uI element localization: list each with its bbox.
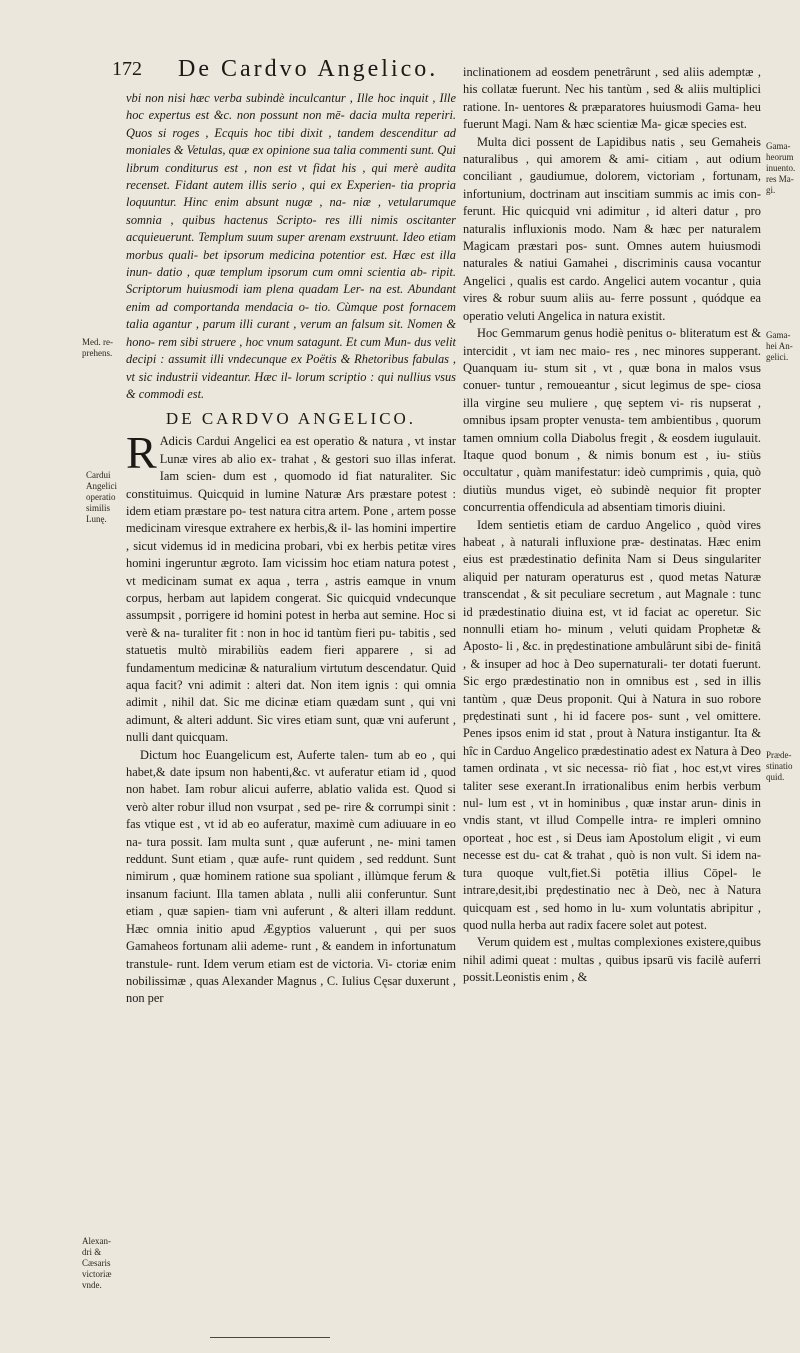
margin-note-line: gelici.: [766, 352, 789, 362]
margin-note-line: heorum: [766, 152, 794, 162]
margin-note-line: stinatio: [766, 761, 793, 771]
margin-note-cardui: [86, 470, 117, 525]
margin-note-med-reprehens: [82, 337, 113, 359]
drop-cap: R: [126, 427, 157, 479]
right-paragraph-4: Idem sentietis etiam de carduo Angelico , quòd vires habeat , à naturali influxione præ- destinatas. Hæc enim eius est prædestinatio definita Nam si Deus singulariter aliquid per naturam operaturus est , quod metas Naturæ transcendat , & sit peculiare secretum , aut Magnale : tunc id prædestinatio diuina est, vt id faciat ac operetur. Sic nonnulli etiam ho- minum , veluti quidam Prophetæ & Aposto- li , &c. in prędestinatione ambulârunt sibi de- finitâ , & insuper ad hoc à Deo supernaturali- ter dotati fuerunt. Sic ergo prædestinatio non in omnibus est , sed in illis tantùm , quæ Deus proponit. Qui à Natura in suo robore prędestinati sunt , hi id facere pos- sunt , vel omittere. Penes ipsos enim id stat , prout à Natura instigantur. Ita & hîc in Carduo Angelico prædestinatio adest ex Natura à Deo tamen ordinata , vt sic necessa- riò fiat , hoc est,vt vires taliter sese exerant.In irrationalibus enim herbis verbum nul- lum est , vt in hominibus , quæ instar arun- dinis in vndis stant, vt illud Compelle intra- re impleri omnino oporteat , hoc est , si Deus iam Apostolum eligit , vi eum necesse est du- cat & trahat , quò is non vult. Si idem na- tura quoque vult,fiet.Si potētia illius Cōpel- le intrare,desit,ibi prędestinatio nec à Deò, nec à Natura quicquam est , sed homo in lu- xum voluntatis abripitur , quod nulla herba aut radix facere solet aut potest.: [463, 517, 761, 932]
margin-note-line: Præde-: [766, 750, 792, 760]
right-paragraph-1: inclinationem ad eosdem penetrârunt , sed aliis ademptæ , his collatæ fuerunt. Nec his tantùm , sed & aliis multiplici ratione. In- uentores & præparatores huiusmodi Gama- heu fuerunt Magi. Nam & hæc scientiæ Ma- gicæ species est.: [463, 65, 761, 132]
section-paragraph-2: Dictum hoc Euangelicum est, Auferte talen- tum ab eo , qui habet,& date ipsum non habenti,&c. vt auferatur etiam id , quod non habet. Iam robur alicui auferre, ablatio valida est. Quod si verò alter robur illud non vsurpat , sed pe- rire & corrumpi sinit : fas vtique est , vt id ab eo auferatur, maximè cum adiuuare in eo na- tura possit. Iam multa sunt , quæ auferunt , ne- mini tamen reddunt. Sunt etiam , quæ aufe- runt quidem , sed reddunt. Sunt nimirum , quæ hominem ratione sua spoliant , illùmque ferum & insanum faciunt. Illa tamen ablata , nulli alii conferuntur. Sunt etiam , quæ sapien- tiam vni auferunt , & alteri illam reddunt. Hæc omnia initio apud Ægyptios valuerunt , qui per suos Gamaheos fortunam alii ademe- runt , & eandem in infortunatum transtule- runt. Idem verum etiam est de victoria. Vi- ctoriæ enim nobilissimæ , quas Alexander Magnus , C. Iulius Cęsar duxerunt , non per: [126, 747, 456, 1006]
margin-note-line: inuento.: [766, 163, 796, 173]
margin-note-line: quid.: [766, 772, 785, 782]
right-paragraph-5: Verum quidem est , multas complexiones existere,quibus nihil adimi queat : multas , quibus ipsarū vis facilè auferri possit.Leonistis enim , &: [463, 935, 761, 985]
page-number: 172: [112, 58, 142, 80]
intro-paragraph: vbi non nisi hæc verba subindè inculcantur , Ille hoc inquit , Ille hoc expertus est &c. non possunt non mē- dacia multa reperiri. Quos si roges , Ecquis hoc tibi dixit , tandem descenditur ad moniales & Vetulas, quæ ex opinione sua talia commenti sunt. Qui librum conditurus est , non est vt fidat his , qui merè audita recenset. Fidant autem illis serio , qui ex Experien- tia propria loquuntur. Hinc enim absunt nugæ , na- niæ , vetularumque somnia , quibus hactenus Scripto- res illi nimis oscitanter acquieuerunt. Templum suum super arenam exstruunt. Ideo etiam morbus quali- bet ipsorum medicina potentior est. Hæc est illa inun- datio , quæ templum ipsorum cum omni scientia ab- ripit. Scriptorum huiusmodi iam plena quadam Ler- na est. Abundant enim ad comportanda mendacia o- tio. Cùmque post fornacem talia agantur , parum illi curant , verum an falsum sit. Nomen & hono- rem sibi struere , hoc vnum satagunt. Et cum Mun- dus velit decipi : assumit illi vndecunque ex Poëtis & Rhetoribus fabulas , vt sic industrii videantur. Hæc il- lorum scriptio : qui nullius vsus & commodi est.: [126, 91, 456, 401]
margin-note-gamaheorum: [766, 141, 795, 196]
margin-note-line: prehens.: [82, 348, 113, 358]
section-heading: DE CARDVO ANGELICO.: [165, 409, 417, 429]
margin-note-line: Angelici: [86, 481, 117, 491]
margin-note-line: victoriæ: [82, 1269, 112, 1279]
margin-note-alexandri: [82, 1236, 112, 1291]
margin-note-line: Med. re-: [82, 337, 113, 347]
margin-note-praedestinatio: [766, 750, 793, 783]
right-paragraph-3: Hoc Gemmarum genus hodiè penitus o- bliteratum est & intercidit , vt iam nec maio- res , nec minores supperant. Quanquam iu- stum sit , vt , quæ bona in malos vsus conuer- tuntur , remoueantur , sicut legimus de spe- ciosa illa virgine seu muliere , quę septem vi- ris nupserat , omnibus ipsam propter venusta- tem ambientibus , quorum tamen omnium colla Diabolus fregit , & eosdem iugulauit. Itaque quod bonum , & nimis bonum est , iu- stiùs occultatur , quàm manifestatur: ideò cumprimis , quia, quò diutiùs mundus viget, eò subindè nequior fit propter concurrentia offendicula ad absentiam timoris diuini.: [463, 326, 761, 515]
margin-note-line: Gama-: [766, 330, 791, 340]
margin-note-line: Cæsaris: [82, 1258, 111, 1268]
margin-note-line: operatio: [86, 492, 116, 502]
margin-note-line: dri &: [82, 1247, 102, 1257]
margin-note-line: gi.: [766, 185, 776, 195]
footer-rule: [210, 1337, 330, 1338]
margin-note-line: Lunę.: [86, 514, 107, 524]
margin-note-line: similis: [86, 503, 111, 513]
margin-note-line: Gama-: [766, 141, 791, 151]
margin-note-line: Alexan-: [82, 1236, 111, 1246]
margin-note-gamahei: [766, 330, 793, 363]
margin-note-line: vnde.: [82, 1280, 102, 1290]
right-column: [463, 64, 761, 987]
left-column: [126, 90, 456, 1008]
margin-note-line: Cardui: [86, 470, 111, 480]
right-paragraph-2: Multa dici possent de Lapidibus natis , seu Gemaheis naturalibus , qui amorem & ami- citiam , aut odium conciliant , gaudiumue, dolorem, victoriam , fortunam, infortunium, doctrinam aut inscitiam summis ac imis con- ferunt. Hic quicquid vni adimitur , id alteri datur , pro naturalis influxionis modo. Nam & hæc per naturalem Magicam præstari pos- sunt. Omnes autem huiusmodi naturales & natiui Gamahei , discriminis causa vocantur Angelici , qualis est cardo. Angelici autem vocantur , quia vires & robur suum aliis au- ferre possunt , quódque ea operatio veluti Angelica in natura existit.: [463, 134, 761, 323]
section-paragraph-1: [126, 427, 456, 746]
running-title: De Cardvo Angelico.: [178, 56, 439, 82]
margin-note-line: res Ma-: [766, 174, 794, 184]
section-paragraph-1-text: Adicis Cardui Angelici ea est operatio & natura , vt instar Lunæ vires ab alio ex- trahat , & gestori suo illas inferat. Iam scien- dum est , quomodo id fiat naturaliter. Sic constituimus. Quicquid in lumine Naturæ Ars præstare potest : idem etiam præstare po- test natura citra artem. Pone , artem posse medicinam viresque extrahere ex herbis,& il- las homini impertire , sicut videmus id in medicina probari, vbi ex herbis petitæ vires homini ingeruntur ægroto. Iam vicissim hoc etiam natura potest , vt medicinam sumat ex aqua , terra , astris eamque in vnum corpus, herbam aut lapidem congerat. Sic quicquid vndecunque assumpsit , porrigere id homini potest in herba aut semine. Hoc si verè & na- turaliter fit : non in hoc id tantùm fieri pu- tabitis , sed statuetis multò mirabiliùs eadem fieri apparere , si ad fundamentum medicinæ & naturalium virtutum descendatur. Quid aqua facit? vni adimit : alteri dat. Non item ignis : qui omnia adimit , nihil dat. Sic me dicinæ etiam quædam sunt , qui vni adimunt, & alteri addunt. Sic vires etiam sunt, quæ vni auferunt , nulli dant quicquam.: [126, 434, 456, 745]
margin-note-line: hei An-: [766, 341, 793, 351]
